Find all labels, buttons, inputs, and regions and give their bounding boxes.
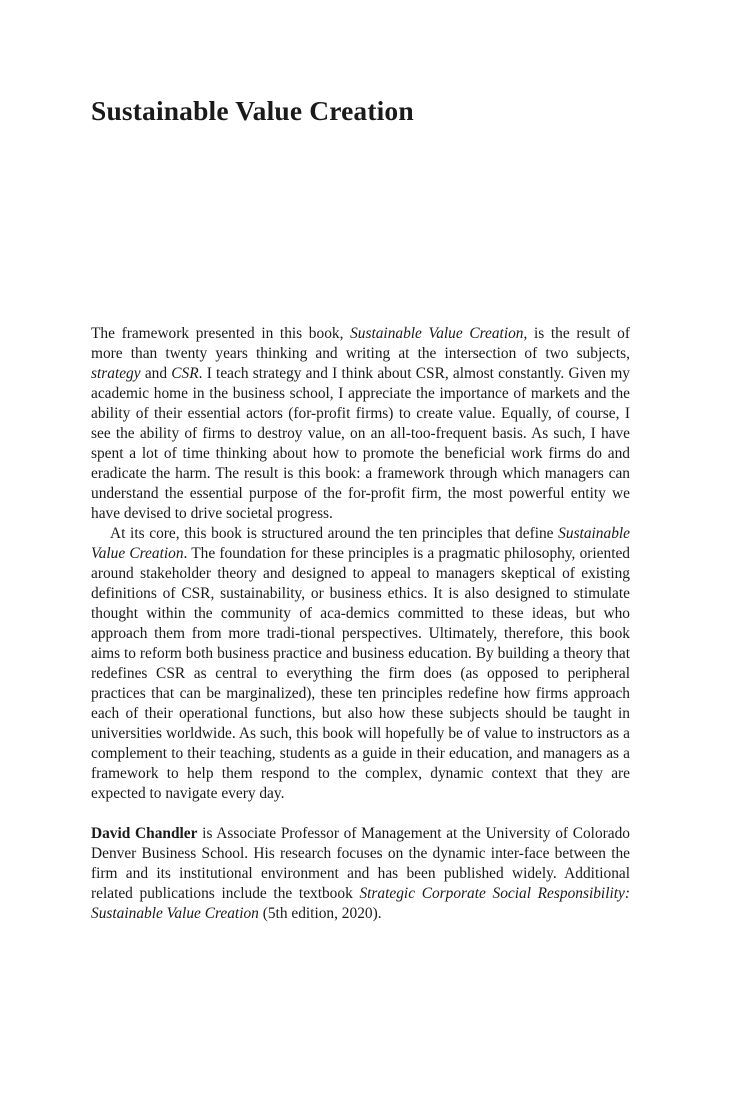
bio-text-1: is Associate Professor of Management at the University of Colorado Denver Business School. His research focuses on the dynamic inter-face between the firm and its institutional environment and has been published widely. Additional related publications include the textbook [91, 825, 630, 902]
author-name: David Chandler [91, 825, 198, 842]
p1-text-1: The framework presented in this book, [91, 325, 351, 342]
p1-text-4: . I teach strategy and I think about CSR, almost constantly. Given my academic home in the business school, I appreciate the importance of markets and the ability of their essential actors (for-profit firms) to create value. Equally, of course, I see the ability of firms to destroy value, on an all-too-frequent basis. As such, I have spent a lot of time thinking about how to promote the beneficial work firms do and eradicate the harm. The result is this book: a framework through which managers can understand the essential purpose of the for-profit firm, the most powerful entity we have devised to drive societal progress. [91, 365, 630, 522]
bio-text-2: (5th edition, 2020). [258, 905, 382, 922]
paragraph-2 [91, 524, 630, 804]
body-text [91, 324, 630, 924]
page-title: Sustainable Value Creation [91, 95, 414, 126]
p1-text-3: and [140, 365, 172, 382]
p1-book-title: Sustainable Value Creation [350, 325, 524, 342]
p1-term-strategy: strategy [91, 365, 141, 382]
bio-book-title: Strategic Corporate Social Responsibility: Sustainable Value Creation [91, 885, 630, 922]
paragraph-1 [91, 324, 630, 524]
p2-text-2: . The foundation for these principles is a pragmatic philosophy, oriented around stakeholder theory and designed to appeal to managers skeptical of existing definitions of CSR, sustainability, or business ethics. It is also designed to stimulate thought within the community of aca-demics committed to these ideas, but who approach them from more tradi-tional perspectives. Ultimately, therefore, this book aims to reform both business practice and business education. By building a theory that redefines CSR as central to everything the firm does (as opposed to peripheral practices that can be marginalized), these ten principles redefine how firms approach each of their operational functions, but also how these subjects should be taught in universities worldwide. As such, this book will hopefully be of value to instructors as a complement to their teaching, students as a guide in their education, and managers as a framework to help them respond to the complex, dynamic context that they are expected to navigate every day. [91, 545, 630, 802]
p2-book-title: Sustainable Value Creation [91, 525, 630, 562]
author-bio [91, 824, 630, 924]
p1-text-2: , is the result of more than twenty years thinking and writing at the intersection of two subjects, [91, 325, 630, 362]
p2-text-1: At its core, this book is structured around the ten principles that define [110, 525, 559, 542]
p1-term-csr: CSR [171, 365, 199, 382]
